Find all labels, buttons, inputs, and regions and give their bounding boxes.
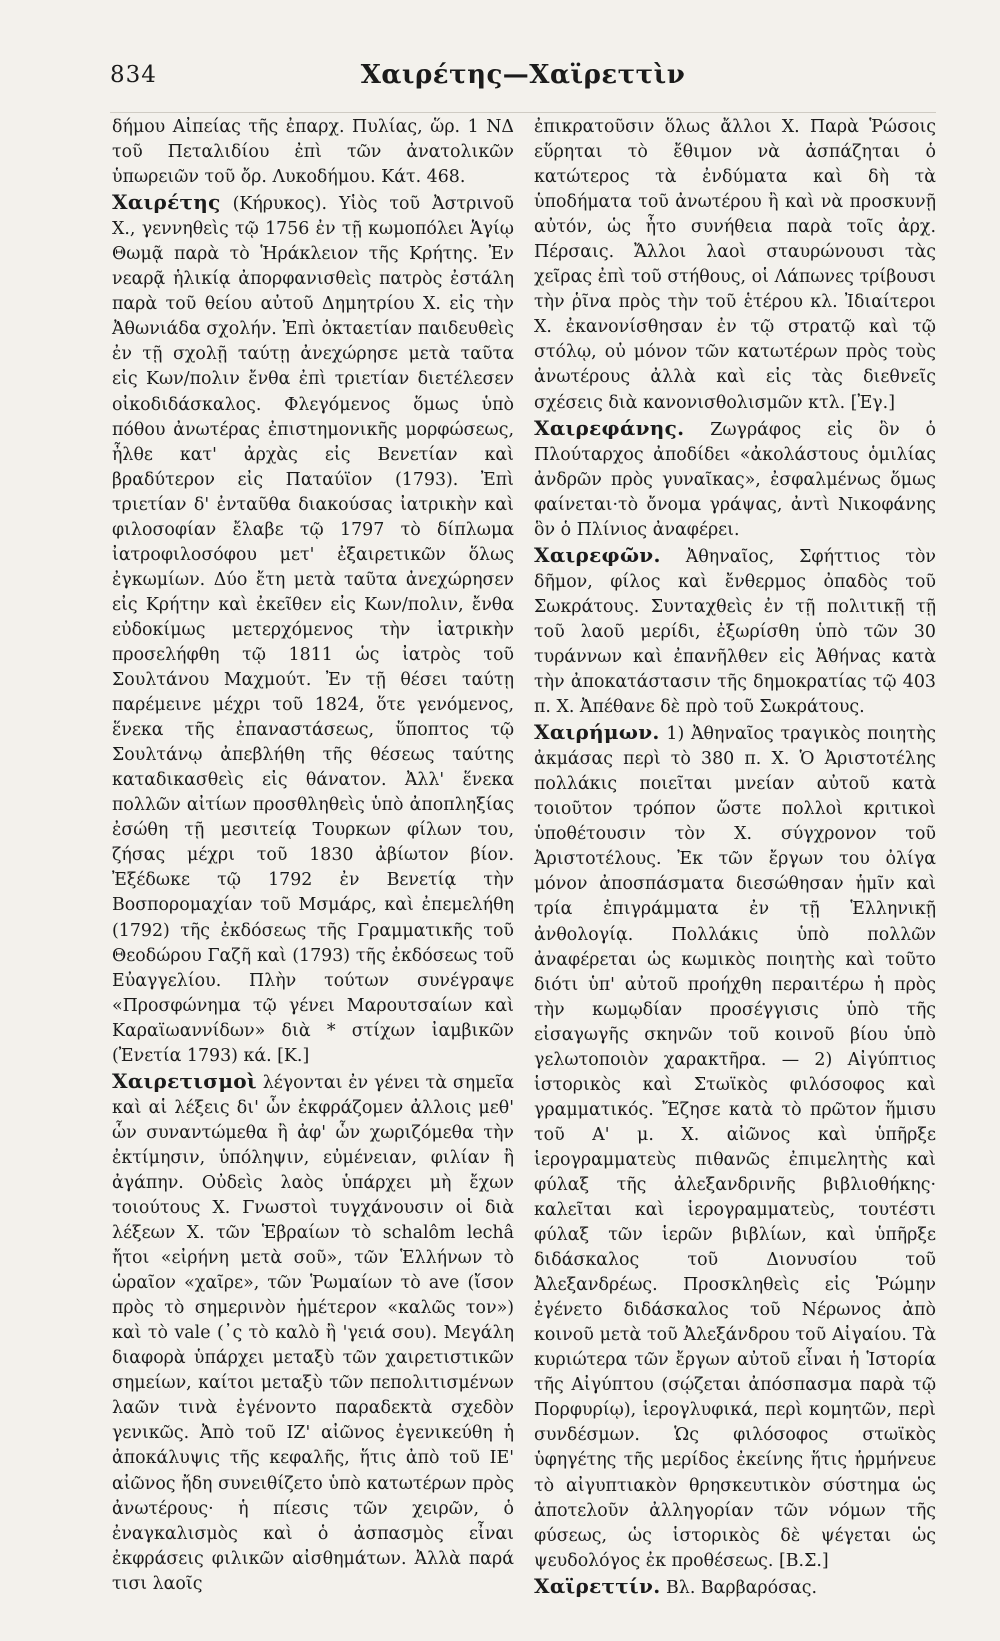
entry-text: 1) Ἀθηναῖος τραγικὸς ποιητὴς ἀκμάσας περὶ τὸ 380 π. Χ. Ὁ Ἀριστοτέλης πολλάκις ποιεῖται μνείαν αὐτοῦ κατὰ τοιοῦτον τρόπον ὥστε πολλοὶ κριτικοὶ ὑποθέτουσιν τὸν Χ. σύγχρονον τοῦ Ἀριστοτέλους. Ἐκ τῶν ἔργων του ὀλίγα μόνον ἀποσπάσματα διεσώθησαν ἡμῖν καὶ τρία ἐπιγράμματα ἐν τῇ Ἑλληνικῇ ἀνθολογίᾳ. Πολλάκις ὑπὸ πολλῶν ἀναφέρεται ὡς κωμικὸς ποιητὴς καὶ τοῦτο διότι ὑπ' αὐτοῦ προήχθη περαιτέρω ἡ πρὸς τὴν κωμῳδίαν προσέγγισις ὑπὸ τῆς εἰσαγωγῆς σκηνῶν τοῦ κοινοῦ βίου ὑπὸ γελωτοποιὸν χαρακτῆρα. — 2) Αἰγύπτιος ἱστορικὸς καὶ Στωϊκὸς φιλόσοφος καὶ γραμματικός. Ἔζησε κατὰ τὸ πρῶτον ἥμισυ τοῦ Α' μ. Χ. αἰῶνος καὶ ὑπῆρξε ἱερογραμματεὺς πιθανῶς ἐπιμελητὴς καὶ φύλαξ τῆς ἀλεξανδρινῆς βιβλιοθήκης· καλεῖται καὶ ἱερογραμματεὺς, τουτέστι φύλαξ τῶν ἱερῶν βιβλίων, καὶ ὑπῆρξε διδάσκαλος τοῦ Διονυσίου τοῦ Ἀλεξανδρέως. Προσκληθεὶς εἰς Ῥώμην ἐγένετο διδάσκαλος τοῦ Νέρωνος ἀπὸ κοινοῦ μετὰ τοῦ Ἀλεξάνδρου τοῦ Αἰγαίου. Τὰ κυριώτερα τῶν ἔργων αὐτοῦ εἶναι ἡ Ἱστορία τῆς Αἰγύπτου (σῴζεται ἀπόσπασμα παρὰ τῷ Πορφυρίῳ), ἱερογλυφικά, περὶ κομητῶν, περὶ συνδέσμων. Ὡς φιλόσοφος στωϊκὸς ὑφηγέτης τῆς μερίδος ἐκείνης ἥτις ἡρμήνευε τὸ αἰγυπτιακὸν θρησκευτικὸν σύστημα ὡς ἀποτελοῦν ἀλληγορίαν τῶν νόμων τῆς φύσεως, ὡς ἱστορικὸς δὲ ψέγεται ὡς ψευδολόγος ἐκ προθέσεως. [Β.Σ.] — [534, 724, 936, 1571]
left-column — [112, 115, 514, 1594]
running-title: Χαιρέτης—Χαϊρεττὶν — [360, 60, 686, 90]
entry-chairimon — [534, 720, 936, 1574]
entry-headword: Χαϊρεττίν. — [534, 1573, 661, 1598]
entry-text: λέγονται ἐν γένει τὰ σημεῖα καὶ αἱ λέξεις δι' ὧν ἐκφράζομεν ἀλλοις μεθ' ὧν συναντώμεθα ἢ ἀφ' ὧν χωριζόμεθα τὴν ἐκτίμησιν, ὑπόληψιν, εὐμένειαν, φιλίαν ἢ ἀγάπην. Οὐδεὶς λαὸς ὑπάρχει μὴ ἔχων τοιούτους Χ. Γνωστοὶ τυγχάνουσιν οἱ διὰ λέξεων Χ. τῶν Ἑβραίων τὸ schalôm lechâ ἤτοι «εἰρήνη μετὰ σοῦ», τῶν Ἑλλήνων τὸ ὡραῖον «χαῖρε», τῶν Ῥωμαίων τὸ ave (ἴσον πρὸς τὸ σημερινὸν ἡμέτερον «καλῶς τον») καὶ τὸ vale (᾿ς τὸ καλὸ ἢ 'γειά σου). Μεγάλη διαφορὰ ὑπάρχει μεταξὺ τῶν χαιρετιστικῶν σημείων, καίτοι μεταξὺ τῶν πεπολιτισμένων λαῶν τινὰ ἐγένοντο παραδεκτὰ σχεδὸν γενικῶς. Ἀπὸ τοῦ ΙΖ' αἰῶνος ἐγενικεύθη ἡ ἀποκάλυψις τῆς κεφαλῆς, ἥτις ἀπὸ τοῦ ΙΕ' αἰῶνος ἤδη συνειθίζετο ὑπὸ κατωτέρων πρὸς ἀνωτέρους· ἡ πίεσις τῶν χειρῶν, ὁ ἐναγκαλισμὸς καὶ ὁ ἀσπασμὸς εἶναι ἐκφράσεις φιλικῶν αἰσθημάτων. Ἀλλὰ παρά τισι λαοῖς — [112, 1072, 514, 1594]
entry-chairettin — [534, 1574, 936, 1601]
text-columns — [112, 115, 937, 1598]
entry-headword: Χαιρήμων. — [534, 720, 660, 745]
entry-headword: Χαιρετισμοὶ — [112, 1068, 257, 1093]
entry-continuation — [112, 115, 514, 190]
entry-chairefon — [534, 543, 936, 720]
page-header — [110, 58, 936, 98]
entry-text: ἐπικρατοῦσιν ὅλως ἄλλοι Χ. Παρὰ Ῥώσοις εὕρηται τὸ ἔθιμον νὰ ἀσπάζηται ὁ κατώτερος τὰ ἐνδύματα καὶ δὴ τὰ ὑποδήματα τοῦ ἀνωτέρου ἢ καὶ νὰ προσκυνῇ αὐτόν, ὡς ἦτο συνήθεια παρὰ τοῖς ἀρχ. Πέρσαις. Ἄλλοι λαοὶ σταυρώνουσι τὰς χεῖρας ἐπὶ τοῦ στήθους, οἱ Λάπωνες τρίβουσι τὴν ῥῖνα πρὸς τὴν τοῦ ἑτέρου κλ. Ἰδιαίτεροι Χ. ἐκανονίσθησαν ἐν τῷ στρατῷ καὶ τῷ στόλῳ, οὐ μόνον τῶν κατωτέρων πρὸς τοὺς ἀνωτέρους ἀλλὰ καὶ εἰς τὰς διεθνεῖς σχέσεις διὰ κανονισθολισμῶν κτλ. [Ἐγ.] — [534, 117, 936, 413]
entry-text: Ἀθηναῖος, Σφήττιος τὸν δῆμον, φίλος καὶ ἔνθερμος ὀπαδὸς τοῦ Σωκράτους. Συνταχθεὶς ἐν τῇ πολιτικῇ τῇ τοῦ λαοῦ μερίδι, ἐξωρίσθη ὑπὸ τῶν 30 τυράννων καὶ ἐπανῆλθεν εἰς Ἀθήνας κατὰ τὴν ἀποκατάστασιν τῆς δημοκρατίας τῷ 403 π. Χ. Ἀπέθανε δὲ πρὸ τοῦ Σωκράτους. — [534, 546, 937, 718]
header-rule — [110, 112, 936, 113]
entry-chairefanis — [534, 416, 936, 543]
page-number: 834 — [110, 62, 157, 88]
entry-text: Βλ. Βαρβαρόσας. — [666, 1577, 817, 1598]
entry-chairetismoi — [112, 1069, 514, 1597]
entry-text: Ζωγράφος εἰς ὃν ὁ Πλούταρχος ἀποδίδει «ἀκολάστους ὁμιλίας ἀνδρῶν πρὸς γυναῖκας», ἐσφαλμένως ὅμως φαίνεται·τὸ ὄνομα γράψας, ἀντὶ Νικοφάνης ὃν ὁ Πλίνιος ἀναφέρει. — [534, 419, 937, 540]
entry-headword: Χαιρεφάνης. — [534, 415, 685, 440]
entry-text: δήμου Αἰπείας τῆς ἐπαρχ. Πυλίας, ὥρ. 1 ΝΔ τοῦ Πεταλιδίου ἐπὶ τῶν ἀνατολικῶν ὑπωρειῶν τοῦ ὄρ. Λυκοδήμου. Κάτ. 468. — [112, 117, 514, 188]
entry-text: (Κήρυκος). Υἱὸς τοῦ Ἀστριvoῦ Χ., γεννηθεὶς τῷ 1756 ἐν τῇ κωμοπόλει Ἁγίῳ Θωμᾷ παρὰ τὸ Ἡράκλειον τῆς Κρήτης. Ἐν νεαρᾷ ἡλικίᾳ ἀπορφανισθεὶς πατρὸς ἐστάλη παρὰ τοῦ θείου αὐτοῦ Δημητρίου Χ. εἰς τὴν Ἀθωνιάδα σχολήν. Ἐπὶ ὀκταετίαν παιδευθεὶς ἐν τῇ σχολῇ ταύτῃ ἀνεχώρησε μετὰ ταῦτα εἰς Κων/πολιν ἔνθα ἐπὶ τριετίαν διετέλεσεν οἰκοδιδάσκαλος. Φλεγόμενος ὅμως ὑπὸ πόθου ἀνωτέρας ἐπιστημονικῆς μορφώσεως, ἦλθε κατ' ἀρχὰς εἰς Βενετίαν καὶ βραδύτερον εἰς Παταύϊον (1793). Ἐπὶ τριετίαν δ' ἐνταῦθα διακούσας ἰατρικὴν καὶ φιλοσοφίαν ἔλαβε τῷ 1797 τὸ δίπλωμα ἰατροφιλοσόφου μετ' ἐξαιρετικῶν ὅλως ἐγκωμίων. Δύο ἔτη μετὰ ταῦτα ἀνεχώρησεν εἰς Κρήτην καὶ ἐκεῖθεν εἰς Κων/πολιν, ἔνθα εὐδοκίμως μετερχόμενος τὴν ἰατρικὴν προσελήφθη τῷ 1811 ὡς ἰατρὸς τοῦ Σουλτάνου Μαχμούτ. Ἐν τῇ θέσει ταύτῃ παρέμεινε μέχρι τοῦ 1824, ὅτε γενόμενος, ἕνεκα τῆς ἐπαναστάσεως, ὕποπτος τῷ Σουλτάνῳ ἀπεβλήθη τῆς θέσεως ταύτης καταδικασθεὶς εἰς θάνατον. Ἀλλ' ἕνεκα πολλῶν αἰτίων προσθληθεὶς ὑπὸ ἀποπληξίας ἐσώθη τῇ μεσιτείᾳ Τουρκων φίλων του, ζήσας μέχρι τοῦ 1830 ἀβίωτον βίον. Ἐξέδωκε τῷ 1792 ἐν Βενετίᾳ τὴν Βοσπορομαχίαν τοῦ Μσμάρς, καὶ ἐπεμελήθη (1792) τῆς ἐκδόσεως τῆς Γραμματικῆς τοῦ Θεοδώρου Γαζῆ καὶ (1793) τῆς ἐκδόσεως τοῦ Εὐαγγελίου. Πλὴν τούτων συνέγραψε «Προσφώνημα τῷ γένει Μαρουτσαίων καὶ Καραϊωαννίδων» διὰ * στίχων ἰαμβικῶν (Ἐνετία 1793) κά. [Κ.] — [112, 194, 514, 1066]
entry-continuation — [534, 115, 936, 416]
entry-headword: Χαιρέτης — [112, 190, 221, 215]
entry-chairetis — [112, 190, 514, 1069]
entry-headword: Χαιρεφῶν. — [534, 542, 661, 567]
right-column — [534, 115, 937, 1598]
